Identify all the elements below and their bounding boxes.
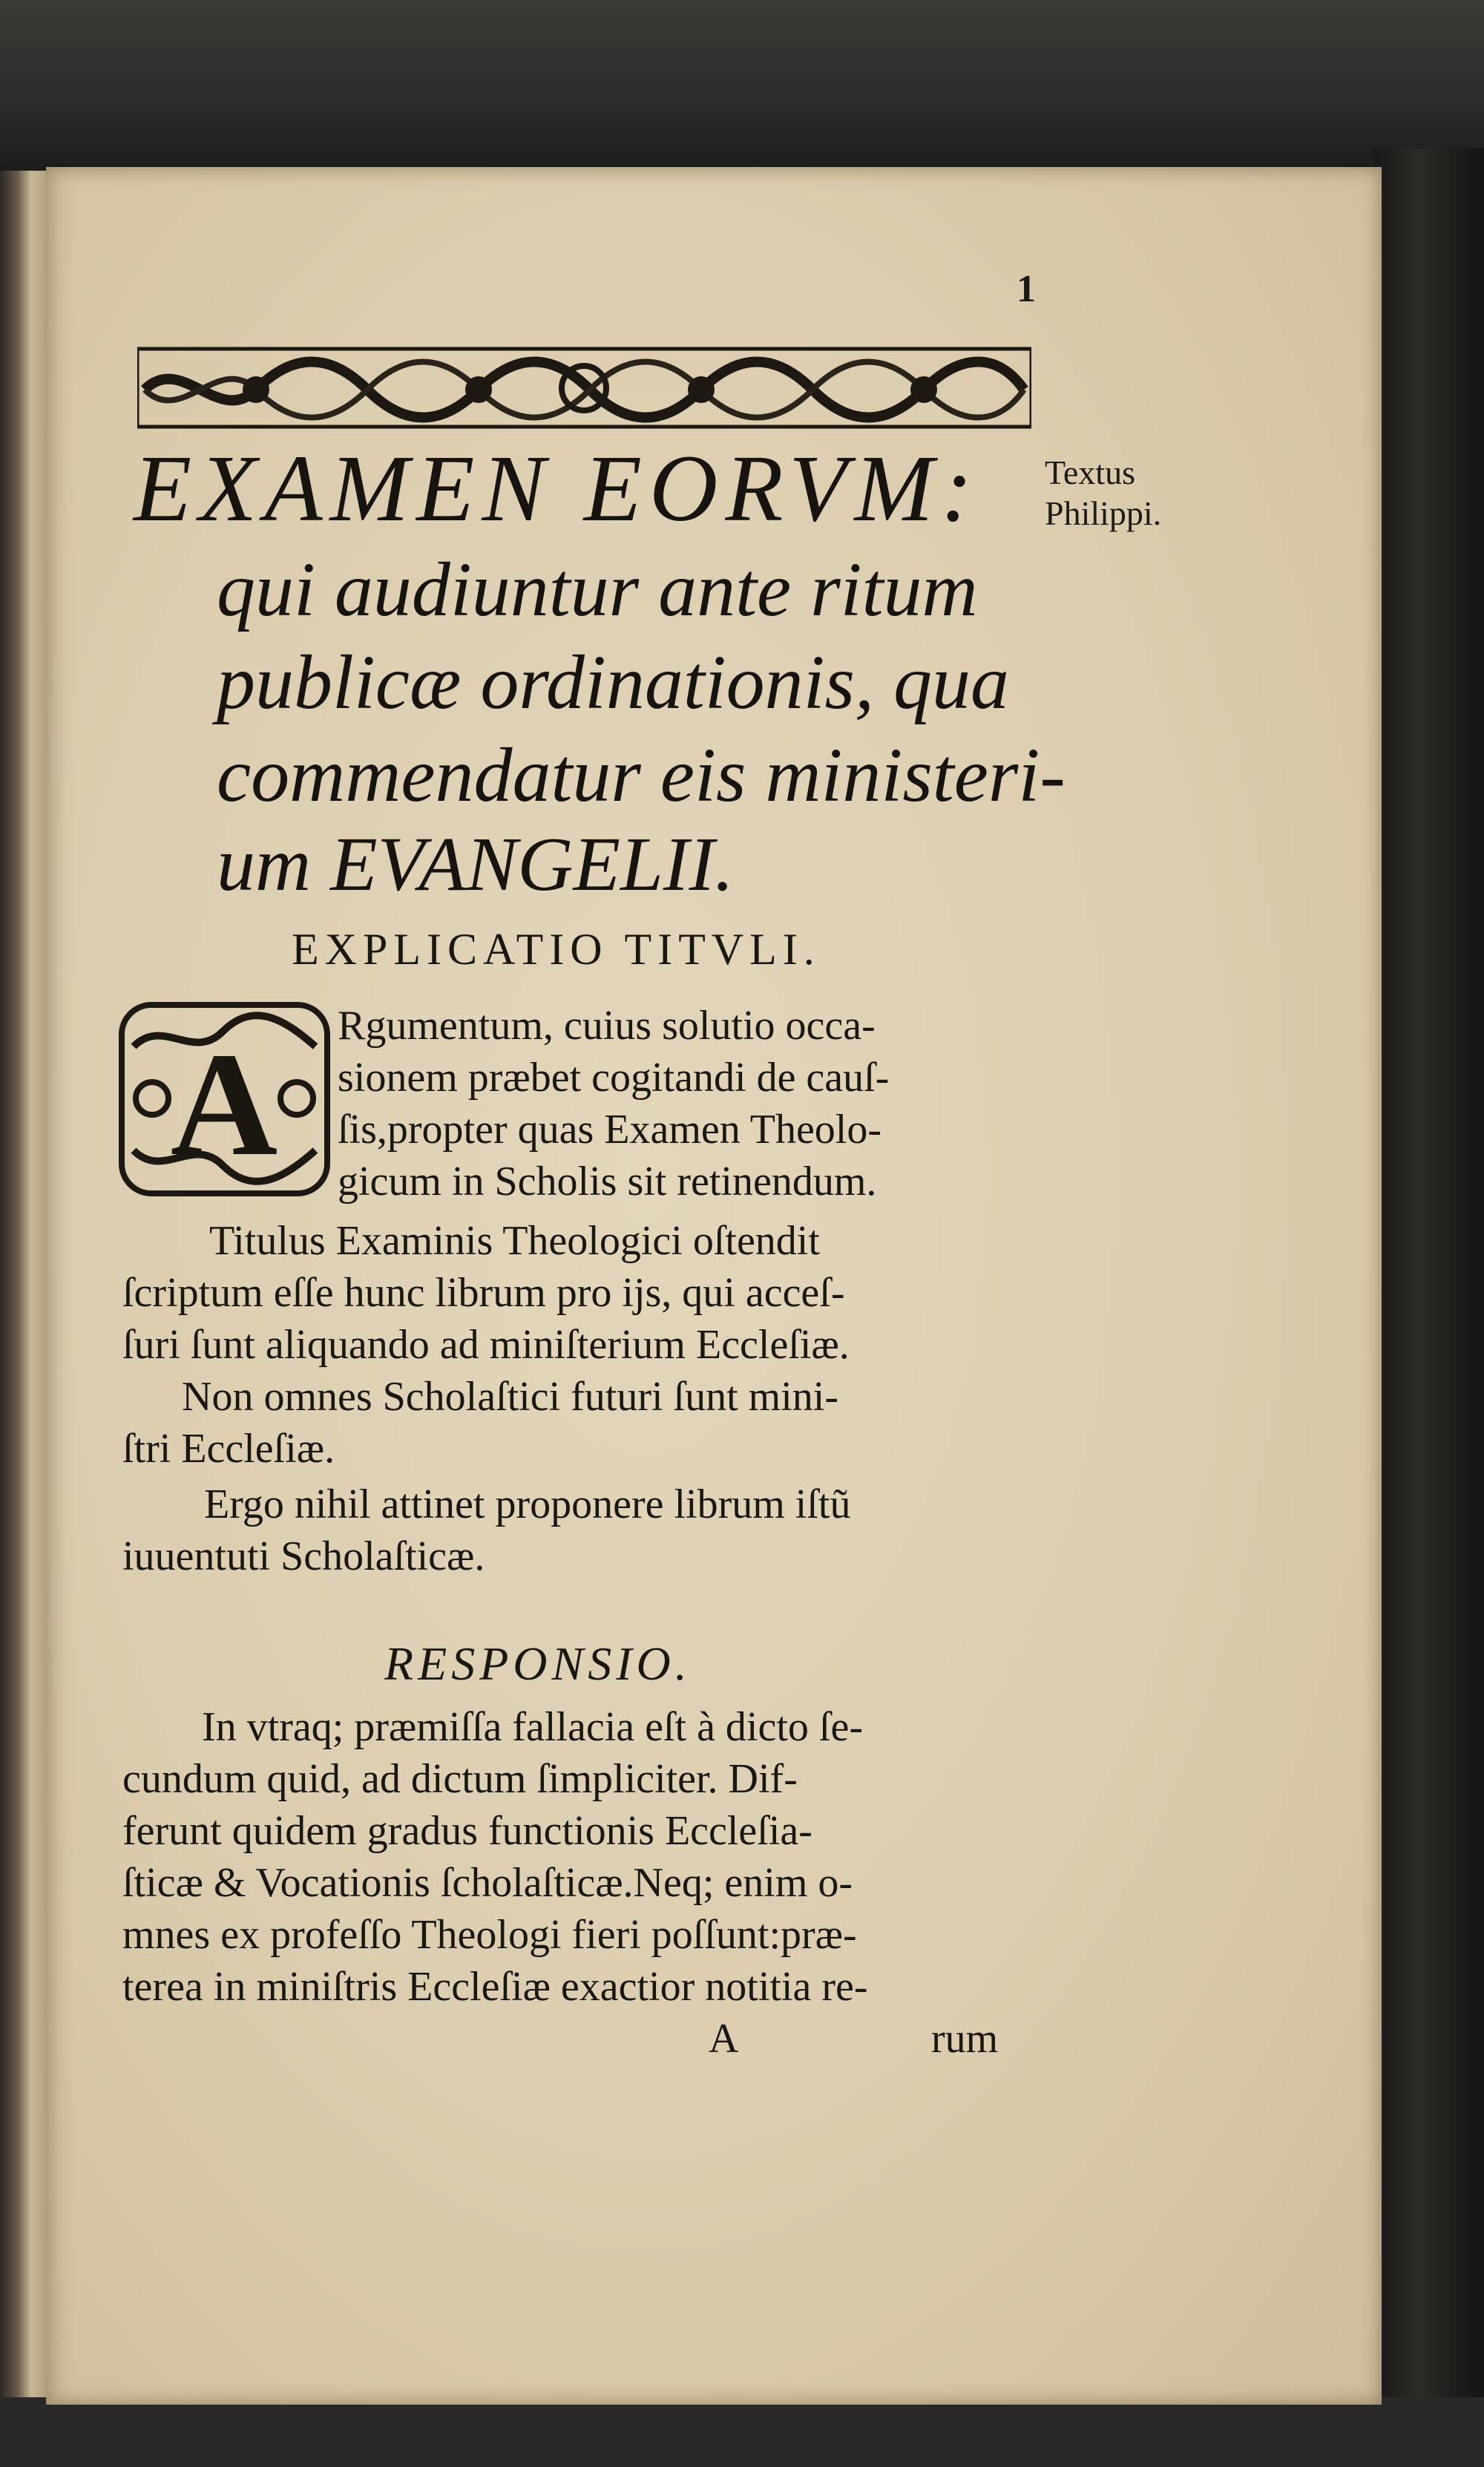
body-line-4: Non omnes Scholaſtici futuri ſunt mini- (182, 1374, 839, 1420)
section-heading: EXPLICATIO TITVLI. (292, 925, 821, 974)
responsio-line-3: ferunt quidem gradus functionis Eccleſia- (122, 1808, 812, 1854)
signature-mark: A (709, 2016, 739, 2062)
responsio-line-2: cundum quid, ad dictum ſimpliciter. Dif- (122, 1756, 798, 1802)
book-bottom-edge (0, 2397, 1484, 2467)
body-line-5: ſtri Eccleſiæ. (122, 1426, 335, 1472)
title-line-1: EXAMEN EORVM: (134, 436, 980, 541)
title-line-3: publicæ ordinationis, qua (217, 640, 1009, 725)
catchword: rum (931, 2016, 999, 2062)
title-line-4: commendatur eis ministeri- (217, 733, 1066, 818)
facing-page-edge (0, 171, 52, 2467)
body-line-2: ſcriptum eſſe hunc librum pro ijs, qui acceſ- (122, 1270, 845, 1316)
drop-cap-letter: A (170, 1023, 278, 1187)
title-line-2: qui audiuntur ante ritum (217, 547, 978, 632)
argument-line-1: Rgumentum, cuius solutio occa- (338, 1003, 876, 1049)
body-line-7: iuuentuti Scholaſticæ. (122, 1533, 485, 1579)
ornamental-headpiece (137, 345, 1031, 430)
argument-line-2: sionem præbet cogitandi de cauſ- (338, 1055, 890, 1101)
book-top-edge (0, 0, 1484, 171)
margin-note-line-1: Textus (1045, 453, 1135, 491)
body-line-1: Titulus Examinis Theologici oſtendit (209, 1218, 820, 1264)
book-fore-edge (1373, 148, 1484, 2467)
argument-line-3: ſis,propter quas Examen Theolo- (338, 1107, 882, 1153)
margin-note-line-2: Philippi. (1045, 494, 1162, 532)
decorated-initial (119, 1002, 330, 1196)
responsio-line-4: ſticæ & Vocationis ſcholaſticæ.Neq; enim o- (122, 1860, 853, 1906)
argument-line-4: gicum in Scholis sit retinendum. (338, 1159, 877, 1205)
responsio-line-5: mnes ex profeſſo Theologi fieri poſſunt:præ- (122, 1912, 857, 1958)
responsio-heading: RESPONSIO. (384, 1637, 692, 1690)
body-line-3: ſuri ſunt aliquando ad miniſterium Eccleſiæ. (122, 1322, 850, 1368)
responsio-line-1: In vtraq; præmiſſa fallacia eſt à dicto ſe- (202, 1704, 863, 1750)
body-line-6: Ergo nihil attinet proponere librum iſtũ (204, 1481, 851, 1527)
title-line-5: um EVANGELII. (217, 822, 735, 907)
responsio-line-6: terea in miniſtris Eccleſiæ exactior notitia re- (122, 1964, 868, 2010)
page-number: 1 (1017, 268, 1036, 310)
